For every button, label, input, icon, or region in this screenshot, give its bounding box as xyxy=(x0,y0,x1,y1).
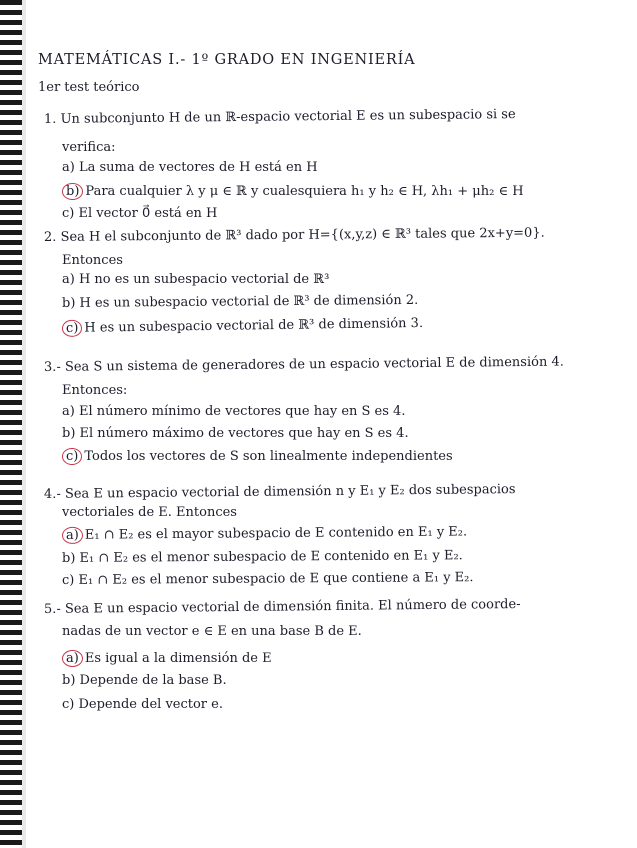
q1-stem-line1: 1. Un subconjunto H de un ℝ-espacio vectorial E es un subespacio si se xyxy=(43,107,516,127)
q5-option-a-circled-mark: a) xyxy=(62,650,83,667)
q2-stem-line1: 2. Sea H el subconjunto de ℝ³ dado por H={(x,y,z) ∈ ℝ³ tales que 2x+y=0}. xyxy=(43,225,545,245)
q5-option-b: b) Depende de la base B. xyxy=(62,673,227,688)
q4-option-b: b) E₁ ∩ E₂ es el menor subespacio de E contenido en E₁ y E₂. xyxy=(61,548,463,566)
q4-option-a-text: E₁ ∩ E₂ es el mayor subespacio de E contenido en E₁ y E₂. xyxy=(84,524,468,543)
q3-stem-line2: Entonces: xyxy=(62,383,128,398)
binding-shadow xyxy=(22,0,26,848)
page-subtitle: 1er test teórico xyxy=(38,80,140,95)
q1-option-c: c) El vector 0⃗ está en H xyxy=(62,206,218,221)
q1-stem-line2: verifica: xyxy=(62,140,116,155)
q2-option-a: a) H no es un subespacio vectorial de ℝ³ xyxy=(62,272,330,287)
q2-stem-line2: Entonces xyxy=(62,253,123,268)
q3-option-b: b) El número máximo de vectores que hay en S es 4. xyxy=(62,426,409,441)
q2-option-c xyxy=(62,315,423,337)
q1-option-b xyxy=(62,183,524,200)
q1-option-b-text: Para cualquier λ y μ ∈ ℝ y cualesquiera h₁ y h₂ ∈ H, λh₁ + μh₂ ∈ H xyxy=(85,184,524,199)
q3-option-c xyxy=(62,448,453,465)
q3-stem-line1: 3.- Sea S un sistema de generadores de un espacio vectorial E de dimensión 4. xyxy=(43,354,564,375)
q2-option-c-circled-mark: c) xyxy=(62,320,83,337)
q4-stem-line2: vectoriales de E. Entonces xyxy=(62,505,237,520)
q1-option-a: a) La suma de vectores de H está en H xyxy=(62,160,318,175)
q5-stem-line1: 5.- Sea E un espacio vectorial de dimensión finita. El número de coorde- xyxy=(43,597,521,617)
q4-option-a xyxy=(62,523,467,544)
q5-option-c: c) Depende del vector e. xyxy=(62,697,223,712)
q3-option-a: a) El número mínimo de vectores que hay en S es 4. xyxy=(62,404,406,419)
notebook-spiral-binding xyxy=(0,0,22,848)
q5-option-a-text: Es igual a la dimensión de E xyxy=(84,651,272,666)
q2-option-b: b) H es un subespacio vectorial de ℝ³ de dimensión 2. xyxy=(61,292,419,311)
q2-option-c-text: H es un subespacio vectorial de ℝ³ de dimensión 3. xyxy=(84,315,424,336)
notebook-page xyxy=(28,0,628,848)
q4-option-c: c) E₁ ∩ E₂ es el menor subespacio de E que contiene a E₁ y E₂. xyxy=(61,570,474,588)
q3-option-c-text: Todos los vectores de S son linealmente independientes xyxy=(84,449,453,464)
q4-stem-line1: 4.- Sea E un espacio vectorial de dimensión n y E₁ y E₂ dos subespacios xyxy=(43,482,516,502)
q4-option-a-circled-mark: a) xyxy=(62,527,83,544)
q5-stem-line2: nadas de un vector e ∈ E en una base B de E. xyxy=(62,624,362,639)
q3-option-c-circled-mark: c) xyxy=(62,448,82,465)
q1-option-b-circled-mark: b) xyxy=(62,183,83,200)
q5-option-a xyxy=(62,650,272,667)
page-title: MATEMÁTICAS I.- 1º GRADO EN INGENIERÍA xyxy=(38,52,416,68)
